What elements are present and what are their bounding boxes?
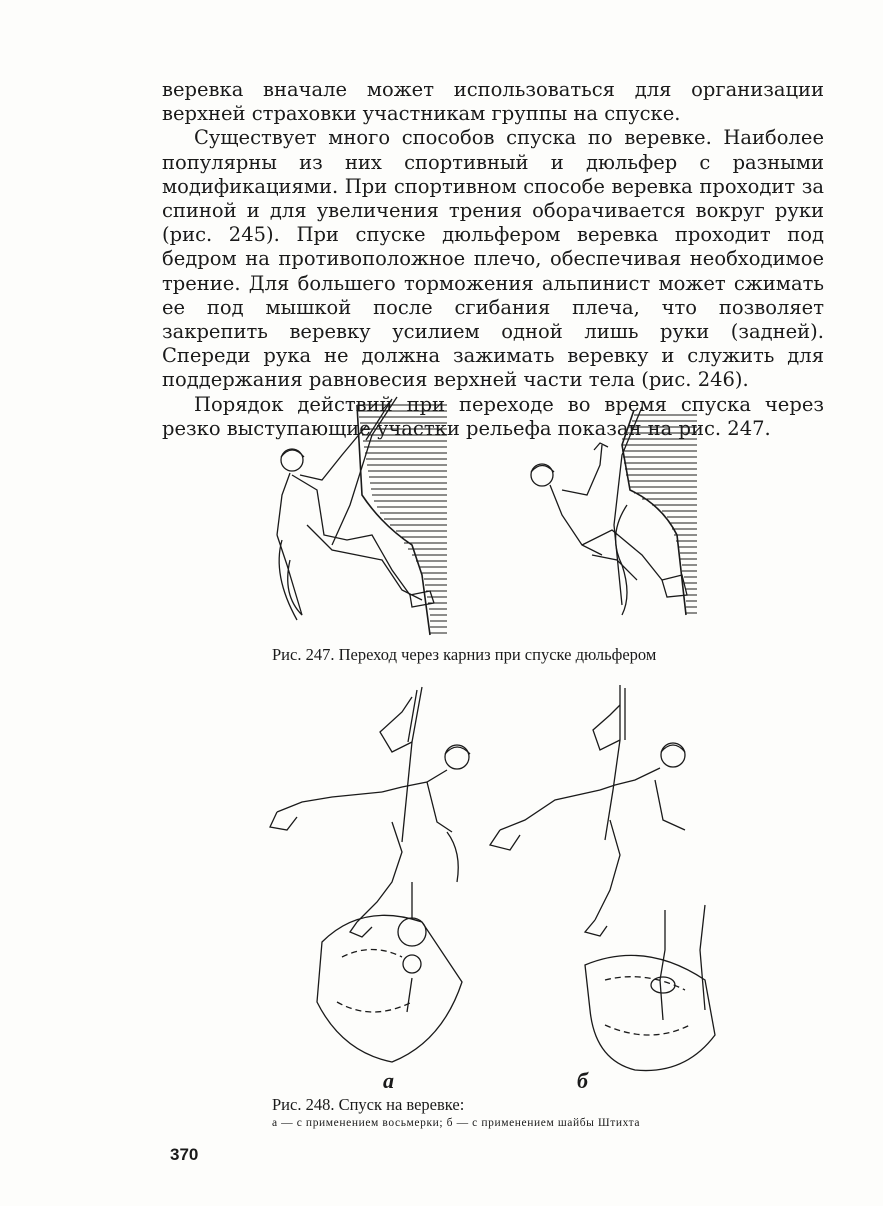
- paragraph-2: Существует много способов спуска по веревке. Наиболее популярны из них спортивный и дюльфер с разными модификациями. При спортивном способе веревка проходит за спиной и для увеличения трения оборачивается вокруг руки (рис. 245). При спуске дюльфером веревка проходит под бедром на противоположное плечо, обеспечивая необходимое трение. Для большего торможения альпинист может сжимать ее под мышкой после сгибания плеча, что позволяет закрепить веревку усилием одной лишь руки (задней). Спереди рука не должна зажимать веревку и служить для поддержания равновесия верхней части тела (рис. 246).: [162, 126, 824, 392]
- paragraph-1: веревка вначале может использоваться для организации верхней страховки участникам группы на спуске.: [162, 78, 824, 126]
- figure-248-label-b: б: [577, 1068, 588, 1093]
- climber-overhang-illustration-2: [522, 405, 707, 645]
- figure-eight-descent-illustration: [262, 682, 497, 1072]
- figure-248-caption: Рис. 248. Спуск на веревке:: [272, 1095, 465, 1114]
- page-number: 370: [170, 1145, 199, 1164]
- figure-247-caption: Рис. 247. Переход через карниз при спуске дюльфером: [272, 645, 657, 664]
- body-text: [162, 78, 824, 441]
- figure-247-right-illustration: [522, 405, 707, 645]
- rock-hatching: [622, 415, 697, 613]
- paragraph-3: Порядок действий при переходе во время спуска через резко выступающие участки рельефа показан на рис. 247.: [162, 392, 824, 440]
- sticht-plate-descent-illustration: [485, 680, 750, 1080]
- climber-overhang-illustration-1: [262, 395, 452, 640]
- figure-247-left-illustration: [262, 395, 452, 640]
- figure-248b-illustration: [485, 680, 750, 1080]
- figure-248-subcaption: а — с применением восьмерки; б — с применением шайбы Штихта: [272, 1117, 641, 1129]
- figure-248-label-a: а: [383, 1068, 394, 1093]
- figure-248a-illustration: [262, 682, 497, 1072]
